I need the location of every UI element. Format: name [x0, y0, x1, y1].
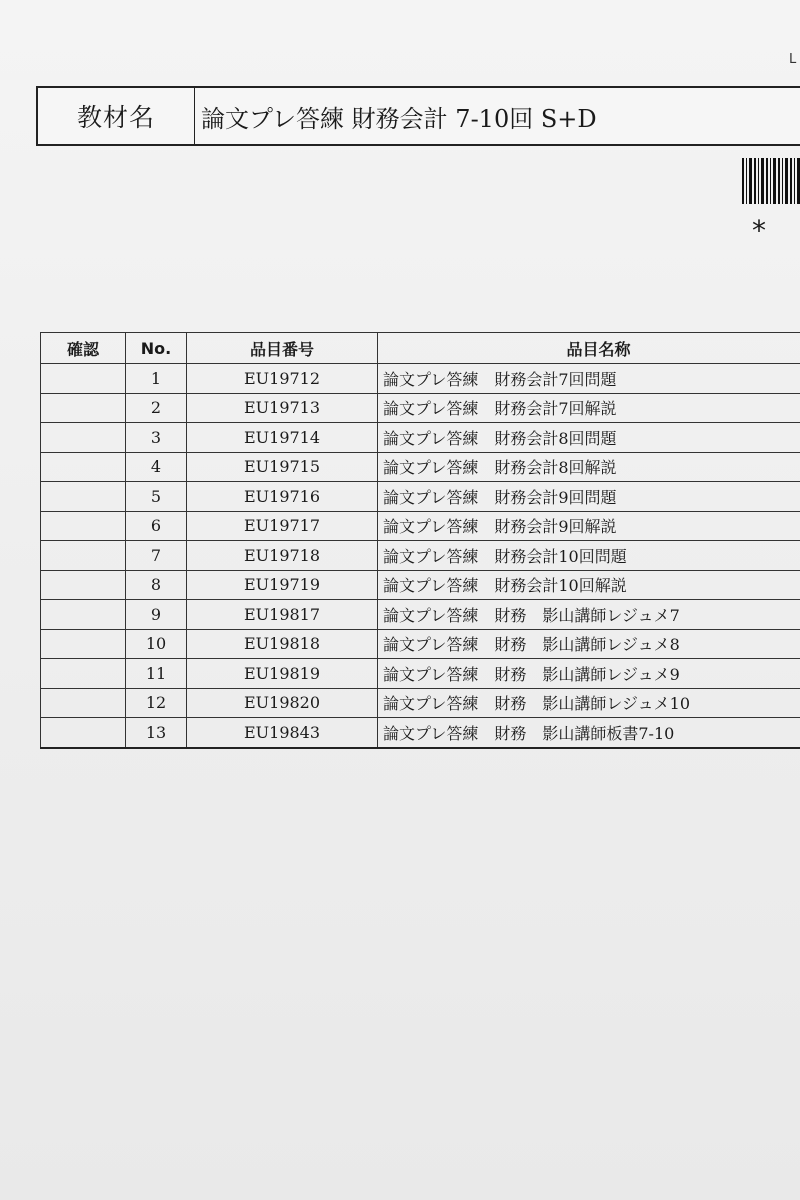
row-number: 6 [126, 511, 187, 541]
table-body [41, 364, 800, 748]
item-code: EU19718 [187, 541, 378, 571]
table-row [41, 688, 800, 718]
header-check: 確認 [41, 333, 126, 364]
row-number: 11 [126, 659, 187, 689]
items-table [40, 332, 800, 749]
item-code: EU19713 [187, 393, 378, 423]
row-number: 12 [126, 688, 187, 718]
item-name: 論文プレ答練 財務 影山講師レジュメ8 [378, 629, 800, 659]
check-cell [41, 364, 126, 394]
check-cell [41, 482, 126, 512]
check-cell [41, 688, 126, 718]
row-number: 4 [126, 452, 187, 482]
table-row [41, 511, 800, 541]
check-cell [41, 570, 126, 600]
table-row [41, 452, 800, 482]
item-code: EU19820 [187, 688, 378, 718]
table-row [41, 718, 800, 748]
item-code: EU19819 [187, 659, 378, 689]
corner-mark: L [789, 52, 797, 67]
item-code: EU19717 [187, 511, 378, 541]
row-number: 2 [126, 393, 187, 423]
check-cell [41, 511, 126, 541]
row-number: 10 [126, 629, 187, 659]
table-row [41, 423, 800, 453]
row-number: 5 [126, 482, 187, 512]
table-row [41, 659, 800, 689]
check-cell [41, 541, 126, 571]
item-code: EU19719 [187, 570, 378, 600]
item-name: 論文プレ答練 財務会計8回解説 [378, 452, 800, 482]
item-name: 論文プレ答練 財務 影山講師レジュメ9 [378, 659, 800, 689]
item-code: EU19818 [187, 629, 378, 659]
header-name: 品目名称 [378, 333, 800, 364]
item-code: EU19716 [187, 482, 378, 512]
item-name: 論文プレ答練 財務会計8回問題 [378, 423, 800, 453]
item-name: 論文プレ答練 財務会計7回問題 [378, 364, 800, 394]
check-cell [41, 393, 126, 423]
check-cell [41, 629, 126, 659]
item-name: 論文プレ答練 財務会計9回問題 [378, 482, 800, 512]
table-row [41, 482, 800, 512]
item-code: EU19817 [187, 600, 378, 630]
item-name: 論文プレ答練 財務会計9回解説 [378, 511, 800, 541]
item-code: EU19843 [187, 718, 378, 748]
row-number: 9 [126, 600, 187, 630]
title-label: 教材名 [38, 88, 195, 144]
item-code: EU19714 [187, 423, 378, 453]
table-row [41, 570, 800, 600]
row-number: 13 [126, 718, 187, 748]
header-no: No. [126, 333, 187, 364]
item-name: 論文プレ答練 財務 影山講師レジュメ10 [378, 688, 800, 718]
barcode [742, 158, 800, 204]
table-row [41, 364, 800, 394]
barcode-asterisk: * [752, 214, 766, 247]
check-cell [41, 452, 126, 482]
table-row [41, 393, 800, 423]
title-box [36, 86, 800, 146]
row-number: 1 [126, 364, 187, 394]
item-code: EU19715 [187, 452, 378, 482]
check-cell [41, 423, 126, 453]
row-number: 3 [126, 423, 187, 453]
header-code: 品目番号 [187, 333, 378, 364]
check-cell [41, 718, 126, 748]
table-row [41, 541, 800, 571]
item-name: 論文プレ答練 財務会計10回問題 [378, 541, 800, 571]
item-name: 論文プレ答練 財務会計7回解説 [378, 393, 800, 423]
row-number: 8 [126, 570, 187, 600]
check-cell [41, 659, 126, 689]
table-row [41, 629, 800, 659]
table-row [41, 600, 800, 630]
title-value: 論文プレ答練 財務会計 7-10回 S+D [201, 104, 597, 133]
table-header-row [41, 333, 800, 364]
show-through-text [20, 770, 580, 850]
check-cell [41, 600, 126, 630]
row-number: 7 [126, 541, 187, 571]
item-name: 論文プレ答練 財務 影山講師板書7-10 [378, 718, 800, 748]
item-name: 論文プレ答練 財務 影山講師レジュメ7 [378, 600, 800, 630]
item-code: EU19712 [187, 364, 378, 394]
item-name: 論文プレ答練 財務会計10回解説 [378, 570, 800, 600]
